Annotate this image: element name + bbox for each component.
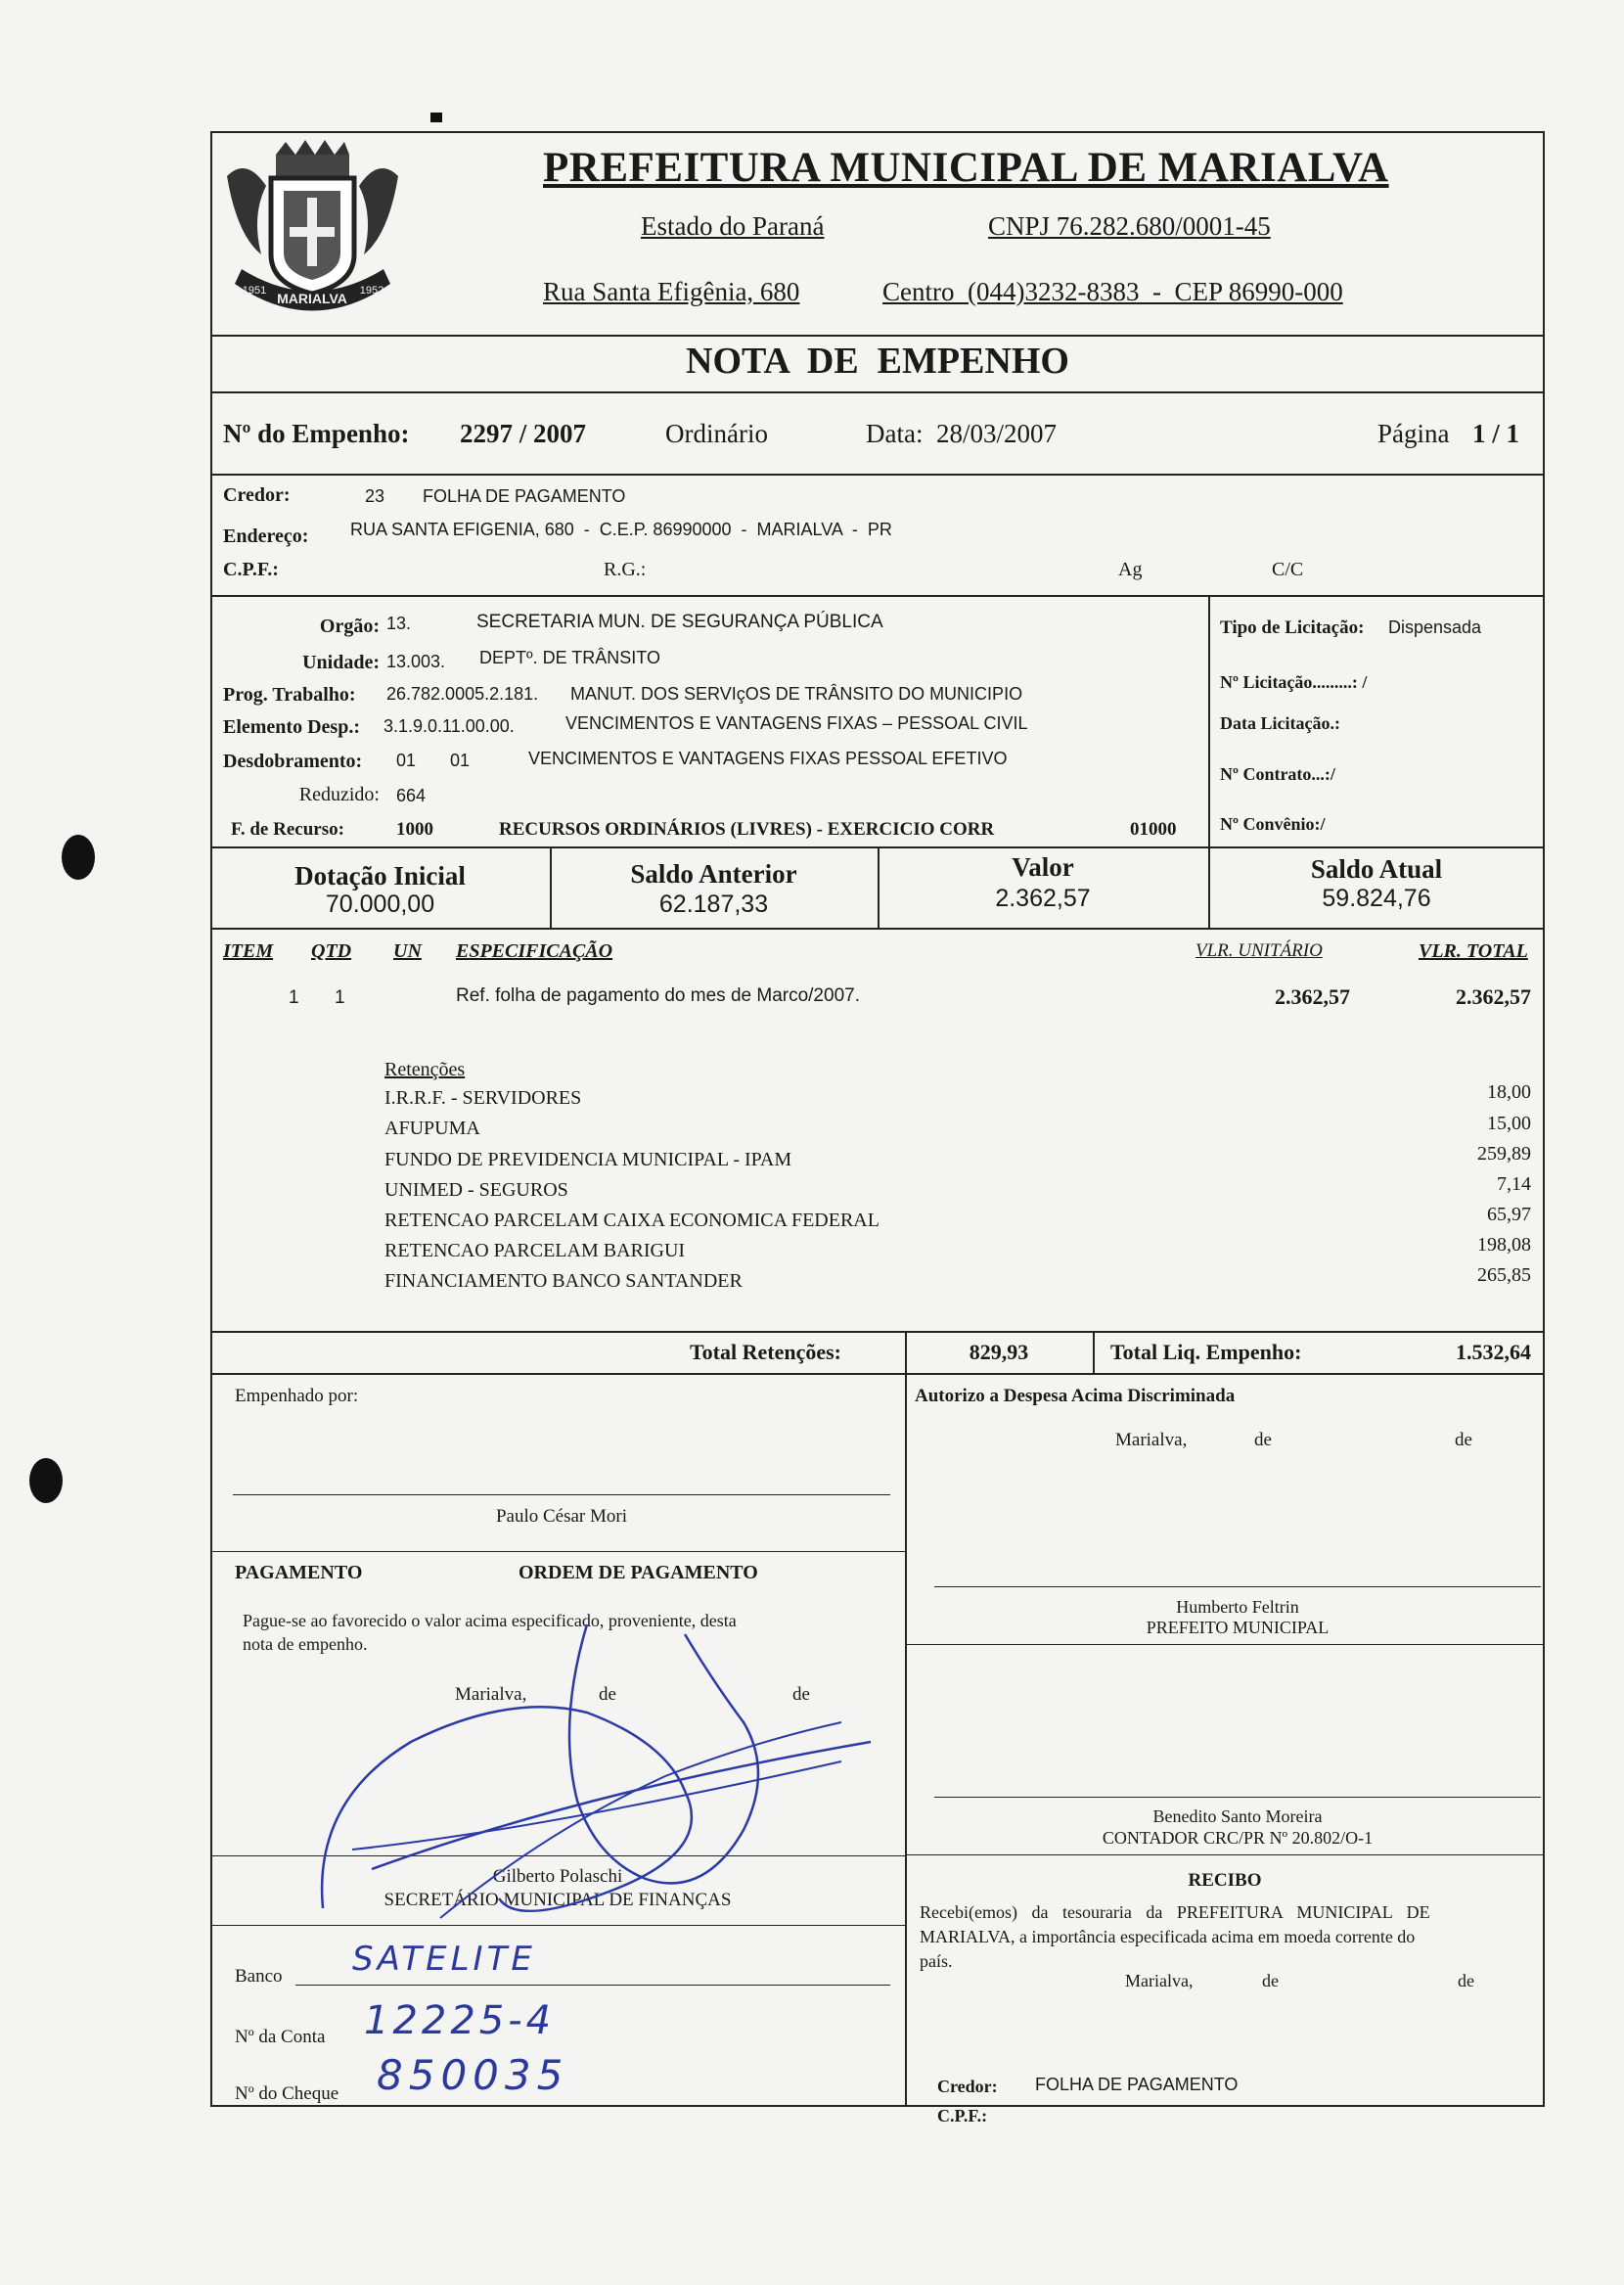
retencao-value: 18,00 [1487, 1081, 1531, 1103]
autorizo-de-1: de [1254, 1430, 1272, 1450]
punch-hole-bottom [29, 1458, 63, 1503]
state-name: Estado do Paraná [641, 211, 825, 241]
handwritten-signature [293, 1605, 900, 1938]
credor-address: RUA SANTA EFIGENIA, 680 - C.E.P. 86990000 - MARIALVA - PR [350, 520, 892, 539]
empenho-number: 2297 / 2007 [460, 419, 587, 448]
pague-se-text-1: Pague-se ao favorecido o valor acima especificado, proveniente, desta [243, 1611, 737, 1630]
document-title: NOTA DE EMPENHO [686, 341, 1069, 382]
svg-text:MARIALVA: MARIALVA [277, 291, 347, 306]
autorizo-label: Autorizo a Despesa Acima Discriminada [915, 1386, 1236, 1406]
contador-title: CONTADOR CRC/PR Nº 20.802/O-1 [1102, 1828, 1374, 1848]
ordem-pagamento-label: ORDEM DE PAGAMENTO [519, 1562, 758, 1583]
credor-address-label: Endereço: [223, 526, 309, 547]
recibo-de-1: de [1262, 1971, 1279, 1990]
col-item: ITEM [223, 940, 274, 962]
autorizo-de-2: de [1455, 1430, 1472, 1450]
municipality-title: PREFEITURA MUNICIPAL DE MARIALVA [543, 145, 1389, 191]
recibo-de-2: de [1458, 1971, 1474, 1990]
credor-label: Credor: [223, 484, 291, 506]
banco-value: SATELITE [352, 1940, 536, 1979]
unidade-name: DEPTº. DE TRÂNSITO [479, 648, 660, 667]
licitacao-date: Data Licitação.: [1220, 713, 1340, 733]
recibo-text-1: Recebi(emos) da tesouraria da PREFEITURA MUNICIPAL DE [920, 1902, 1430, 1922]
unidade-label: Unidade: [302, 652, 380, 673]
empenhado-por-label: Empenhado por: [235, 1386, 359, 1406]
empenhado-por-name: Paulo César Mori [495, 1506, 628, 1527]
orgao-name: SECRETARIA MUN. DE SEGURANÇA PÚBLICA [476, 612, 883, 632]
credor-name: FOLHA DE PAGAMENTO [423, 486, 626, 506]
rg-label: R.G.: [604, 559, 647, 580]
fonte-recurso-code2: 01000 [1130, 819, 1177, 840]
total-retencoes-label: Total Retenções: [690, 1340, 841, 1364]
contrato-number: Nº Contrato...:/ [1220, 764, 1335, 784]
conta-value: 12225-4 [364, 1998, 556, 2043]
retencao-name: I.R.R.F. - SERVIDORES [384, 1087, 582, 1109]
saldo-anterior-label: Saldo Anterior [630, 859, 797, 889]
fonte-recurso-code: 1000 [396, 819, 433, 840]
item-description: Ref. folha de pagamento do mes de Marco/2007. [456, 985, 860, 1006]
conta-label: Nº da Conta [235, 2027, 326, 2047]
contador-name: Benedito Santo Moreira [1152, 1806, 1323, 1826]
col-un: UN [393, 940, 422, 962]
valor-value: 2.362,57 [995, 885, 1091, 912]
licitacao-number: Nº Licitação.........: / [1220, 672, 1368, 692]
total-liquido-value: 1.532,64 [1456, 1340, 1531, 1364]
dotacao-inicial-value: 70.000,00 [325, 891, 435, 918]
retencao-name: FINANCIAMENTO BANCO SANTANDER [384, 1270, 743, 1292]
retencao-value: 259,89 [1477, 1143, 1531, 1165]
item-total-value: 2.362,57 [1456, 984, 1531, 1009]
total-retencoes-value: 829,93 [969, 1340, 1029, 1364]
svg-text:1952: 1952 [359, 285, 384, 297]
saldo-anterior-value: 62.187,33 [658, 891, 769, 918]
col-vlr-unitario: VLR. UNITÁRIO [1195, 940, 1323, 961]
elemento-code: 3.1.9.0.11.00.00. [383, 716, 515, 736]
convenio-number: Nº Convênio:/ [1220, 814, 1326, 834]
pague-se-text-2: nota de empenho. [243, 1634, 368, 1654]
recibo-text-2: MARIALVA, a importância especificada acima em moeda corrente do [920, 1927, 1416, 1946]
desdobramento-code1: 01 [396, 751, 417, 770]
orgao-code: 13. [386, 614, 412, 633]
retencao-name: RETENCAO PARCELAM BARIGUI [384, 1240, 686, 1261]
empenho-date-label: Data: [866, 419, 924, 448]
desdobramento-name: VENCIMENTOS E VANTAGENS FIXAS PESSOAL EFETIVO [528, 749, 1008, 768]
recibo-title: RECIBO [1188, 1870, 1262, 1891]
item-unit-value: 2.362,57 [1275, 984, 1350, 1009]
cpf-label: C.P.F.: [223, 559, 279, 580]
district-phone-cep: Centro (044)3232-8383 - CEP 86990-000 [882, 277, 1343, 306]
secretario-name: Gilberto Polaschi [492, 1866, 623, 1887]
tipo-licitacao-value: Dispensada [1388, 617, 1482, 637]
prog-trabalho-name: MANUT. DOS SERVIçOS DE TRÂNSITO DO MUNICIPIO [570, 684, 1023, 704]
svg-text:1951: 1951 [242, 285, 267, 297]
banco-label: Banco [235, 1966, 283, 1987]
empenho-number-label: Nº do Empenho: [223, 419, 410, 448]
account-label: C/C [1272, 559, 1304, 580]
orgao-label: Orgão: [319, 616, 380, 637]
fonte-recurso-name: RECURSOS ORDINÁRIOS (LIVRES) - EXERCICIO CORR [499, 819, 995, 840]
empenho-date: 28/03/2007 [936, 419, 1058, 448]
desdobramento-code2: 01 [450, 751, 471, 770]
retencao-name: UNIMED - SEGUROS [384, 1179, 568, 1201]
retencao-name: AFUPUMA [384, 1118, 480, 1139]
empenho-type: Ordinário [665, 419, 768, 448]
municipal-seal-icon [217, 137, 408, 333]
col-qtd: QTD [311, 940, 352, 962]
recibo-city: Marialva, [1125, 1971, 1194, 1990]
retencao-name: RETENCAO PARCELAM CAIXA ECONOMICA FEDERAL [384, 1210, 880, 1231]
item-number: 1 [289, 987, 299, 1008]
retencao-value: 7,14 [1497, 1173, 1531, 1195]
cnpj: CNPJ 76.282.680/0001-45 [988, 211, 1271, 241]
valor-label: Valor [1012, 852, 1074, 882]
unidade-code: 13.003. [386, 652, 446, 671]
reduzido-label: Reduzido: [298, 784, 380, 805]
fonte-recurso-label: F. de Recurso: [231, 819, 344, 840]
prog-trabalho-label: Prog. Trabalho: [223, 684, 356, 706]
page-number: 1 / 1 [1472, 419, 1520, 448]
elemento-label: Elemento Desp.: [223, 716, 360, 738]
autorizo-city: Marialva, [1115, 1430, 1188, 1450]
dotacao-inicial-label: Dotação Inicial [294, 861, 466, 891]
secretario-title: SECRETÁRIO MUNICIPAL DE FINANÇAS [383, 1890, 732, 1910]
elemento-name: VENCIMENTOS E VANTAGENS FIXAS – PESSOAL CIVIL [565, 713, 1028, 733]
cheque-value: 850035 [377, 2051, 569, 2099]
retencao-value: 198,08 [1477, 1234, 1531, 1256]
retencoes-title: Retenções [384, 1059, 466, 1080]
punch-hole-top [62, 835, 95, 880]
retencao-value: 15,00 [1487, 1113, 1531, 1134]
pagamento-city: Marialva, [455, 1684, 527, 1705]
desdobramento-label: Desdobramento: [223, 751, 363, 772]
col-especificacao: ESPECIFICAÇÃO [456, 940, 613, 962]
credor-code: 23 [365, 486, 385, 506]
prefeito-title: PREFEITO MUNICIPAL [1146, 1618, 1330, 1637]
scan-mark [430, 113, 442, 122]
prefeito-name: Humberto Feltrin [1176, 1597, 1299, 1617]
recibo-credor-label: Credor: [937, 2077, 998, 2096]
pagamento-de-1: de [599, 1684, 616, 1705]
recibo-cpf-label: C.P.F.: [937, 2106, 988, 2125]
street-address: Rua Santa Efigênia, 680 [543, 277, 800, 306]
cheque-label: Nº do Cheque [235, 2083, 339, 2104]
pagamento-de-2: de [792, 1684, 810, 1705]
tipo-licitacao-label: Tipo de Licitação: [1220, 617, 1365, 638]
page-label: Página [1377, 419, 1450, 448]
retencao-value: 65,97 [1487, 1204, 1531, 1225]
retencao-value: 265,85 [1477, 1264, 1531, 1286]
total-liquido-label: Total Liq. Empenho: [1110, 1340, 1302, 1364]
recibo-text-3: país. [920, 1951, 953, 1971]
reduzido-value: 664 [396, 786, 427, 805]
prog-trabalho-code: 26.782.0005.2.181. [386, 684, 539, 704]
item-qtd: 1 [335, 987, 345, 1008]
saldo-atual-label: Saldo Atual [1310, 854, 1443, 884]
retencao-name: FUNDO DE PREVIDENCIA MUNICIPAL - IPAM [384, 1149, 792, 1170]
agency-label: Ag [1118, 559, 1143, 580]
pagamento-label: PAGAMENTO [235, 1562, 363, 1583]
saldo-atual-value: 59.824,76 [1322, 885, 1431, 912]
recibo-credor-name: FOLHA DE PAGAMENTO [1035, 2075, 1239, 2094]
col-vlr-total: VLR. TOTAL [1419, 940, 1528, 962]
